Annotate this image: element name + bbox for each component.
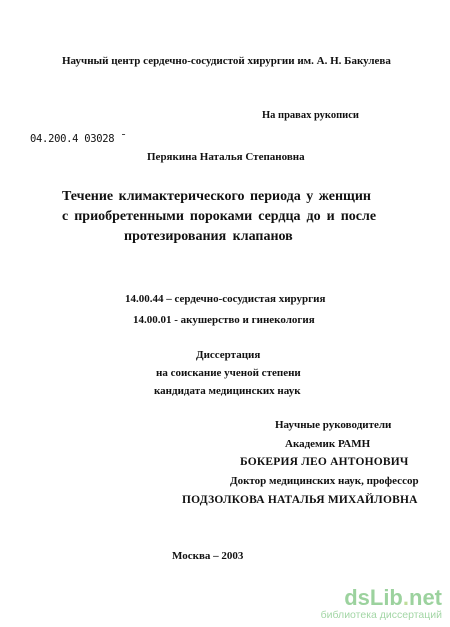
institution-name: Научный центр сердечно-сосудистой хирургии им. А. Н. Бакулева (62, 55, 391, 67)
supervisor-name: ПОДЗОЛКОВА НАТАЛЬЯ МИХАЙЛОВНА (182, 494, 418, 506)
watermark-logo (282, 587, 442, 621)
degree-line: кандидата медицинских наук (154, 385, 301, 397)
manuscript-rights-label: На правах рукописи (262, 110, 359, 121)
supervisors-heading: Научные руководители (275, 419, 392, 431)
supervisor-name: БОКЕРИЯ ЛЕО АНТОНОВИЧ (240, 456, 409, 468)
registration-code: 04.200.4 03028 ¯ (30, 133, 127, 145)
title-line: протезирования клапанов (124, 229, 293, 244)
watermark-brand-dot: . (402, 585, 409, 610)
title-line: с приобретенными пороками сердца до и после (62, 209, 377, 224)
degree-line: на соискание ученой степени (156, 367, 301, 379)
title-line: Течение климактерического периода у женщин (62, 189, 371, 204)
specialty-code: 14.00.01 - акушерство и гинекология (133, 314, 315, 326)
degree-line: Диссертация (196, 349, 261, 361)
watermark-brand (344, 587, 442, 609)
watermark-brand-right: net (409, 585, 442, 610)
author-name: Перякина Наталья Степановна (147, 151, 305, 163)
city-year: Москва – 2003 (172, 550, 244, 562)
specialty-code: 14.00.44 – сердечно-сосудистая хирургия (125, 293, 326, 305)
supervisor-title: Доктор медицинских наук, профессор (230, 475, 419, 487)
watermark-tagline: библиотека диссертаций (320, 609, 442, 621)
watermark-brand-left: dsLib (344, 585, 403, 610)
supervisor-title: Академик РАМН (285, 438, 371, 450)
